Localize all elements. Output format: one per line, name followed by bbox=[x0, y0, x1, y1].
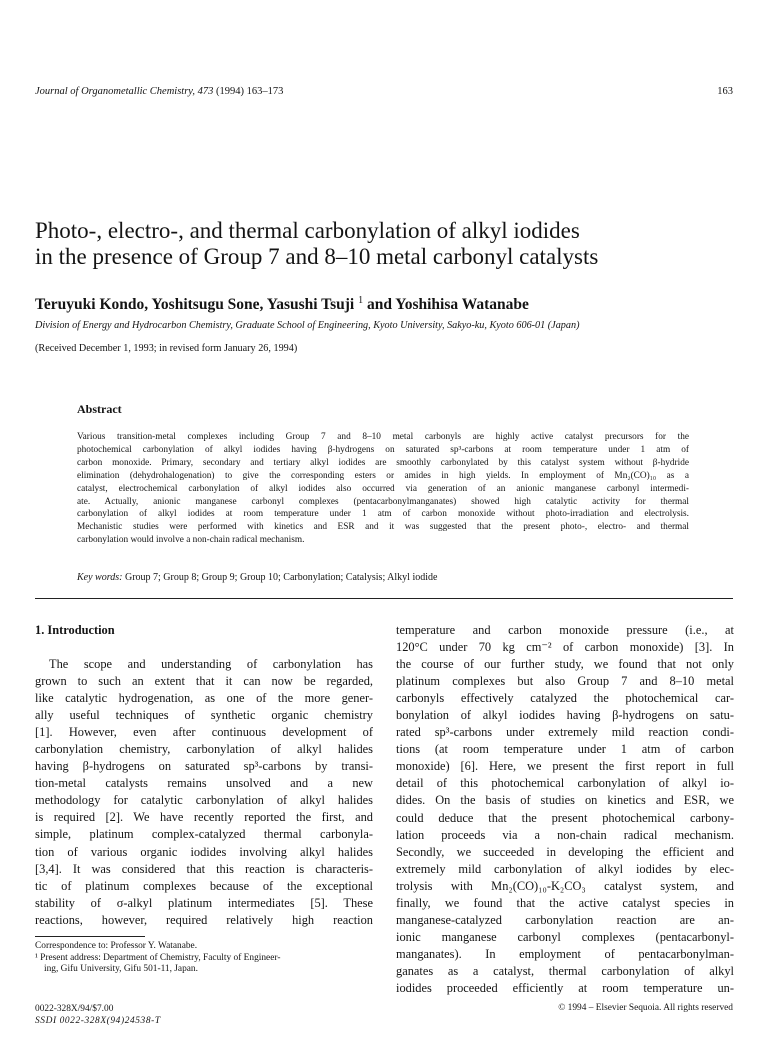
keywords-list: Group 7; Group 8; Group 9; Group 10; Carbonylation; Catalysis; Alkyl iodide bbox=[124, 572, 438, 583]
text-line: lation proceeds via a non-chain radical mechanism. bbox=[396, 827, 734, 842]
journal-volume: 473 bbox=[197, 86, 214, 97]
article-codes bbox=[35, 1003, 161, 1027]
author-names: Teruyuki Kondo, Yoshitsugu Sone, Yasushi Tsuji bbox=[35, 296, 355, 314]
text-line: is required [2]. We have recently reported the first, and bbox=[35, 810, 373, 825]
text-line: rated sp³-carbons under extremely mild reaction condi- bbox=[396, 725, 734, 740]
present-address-note-cont: ing, Gifu University, Gifu 501-11, Japan. bbox=[44, 964, 198, 975]
text-line: ally useful techniques of synthetic organic chemistry bbox=[35, 708, 373, 723]
correspondence-note: Correspondence to: Professor Y. Watanabe. bbox=[35, 941, 198, 951]
text-line: monoxide) [6]. Here, we present the first report in full bbox=[396, 759, 734, 774]
text-line: ionic manganese carbonyl complexes (pentacarbonyl- bbox=[396, 929, 734, 944]
author-list bbox=[35, 295, 529, 314]
abstract-line: Mechanistic studies were performed with kinetics and ESR and it was suggested that the present photo-, electro- and thermal bbox=[77, 522, 689, 533]
text-line: the course of our further study, we found that not only bbox=[396, 657, 734, 672]
price-code: 0022-328X/94/$7.00 bbox=[35, 1004, 114, 1014]
text-line: iodides proceeded efficiently at room temperature un- bbox=[396, 980, 734, 995]
text-line: grown to such an extent that it can now be regarded, bbox=[35, 674, 373, 689]
heading-spacer bbox=[35, 639, 373, 656]
abstract-line: carbonylation of alkyl iodides at room temperature under 1 atm of carbon monoxide without photo-irradiation and electrolysis. bbox=[77, 509, 689, 520]
present-address-text: Present address: Department of Chemistry, Faculty of Engineer- bbox=[37, 952, 281, 963]
text-line: [1]. However, even after continuous development of bbox=[35, 725, 373, 740]
section-heading: 1. Introduction bbox=[35, 623, 115, 637]
text-line: dides. On the basis of studies on kinetics and ESR, we bbox=[396, 793, 734, 808]
text-line: having β-hydrogens on saturated sp³-carbons by transi- bbox=[35, 759, 373, 774]
left-column bbox=[35, 622, 373, 929]
text-line: like catalytic hydrogenation, as one of the more gener- bbox=[35, 691, 373, 706]
page-number: 163 bbox=[717, 86, 733, 97]
keywords bbox=[77, 572, 437, 583]
text-line: could deduce that the present photochemical carbony- bbox=[396, 810, 734, 825]
text-line: tic of platinum complexes because of the exceptional bbox=[35, 878, 373, 893]
text-line: stability of σ-alkyl platinum intermediates [5]. These bbox=[35, 895, 373, 910]
text-line: trolysis with Mn₂(CO)₁₀-K₂CO₃ catalyst system, and bbox=[396, 878, 734, 893]
footnote-divider bbox=[35, 936, 145, 937]
text-line: tion-metal catalysts remains unsolved and a new bbox=[35, 776, 373, 791]
journal-citation bbox=[35, 86, 283, 97]
present-address-note bbox=[35, 953, 380, 965]
keywords-label: Key words: bbox=[77, 572, 123, 583]
text-line: extremely mild carbonylation of alkyl iodides by elec- bbox=[396, 861, 734, 876]
text-line: bonylation of alkyl iodides having β-hydrogens on satu- bbox=[396, 708, 734, 723]
right-column bbox=[396, 622, 734, 997]
text-line: [3,4]. It was considered that this reaction is characteris- bbox=[35, 861, 373, 876]
author-names-last: and Yoshihisa Watanabe bbox=[366, 296, 529, 314]
abstract-body bbox=[77, 431, 689, 547]
journal-name: Journal of Organometallic Chemistry, bbox=[35, 86, 196, 97]
abstract-line: catalyst, electrochemical carbonylation of alkyl iodides also occurred via generation of an anionic manganese carbonyl intermedi- bbox=[77, 483, 689, 494]
running-head bbox=[35, 86, 733, 100]
text-line: tions (at room temperature under 1 atm of carbon bbox=[396, 742, 734, 757]
abstract-line: carbonylation would involve a non-chain radical mechanism. bbox=[77, 535, 305, 546]
text-line: tion of various organic iodides involving alkyl halides bbox=[35, 844, 373, 859]
title-line: in the presence of Group 7 and 8–10 metal carbonyl catalysts bbox=[35, 244, 599, 269]
text-line: Secondly, we succeeded in developing the efficient and bbox=[396, 844, 734, 859]
text-line: The scope and understanding of carbonylation has bbox=[49, 657, 373, 671]
text-line: simple, platinum complex-catalyzed thermal carbonyla- bbox=[35, 827, 373, 842]
text-line: platinum complexes but also Group 7 and 8–10 metal bbox=[396, 674, 734, 689]
text-line: 120°C under 70 kg cm⁻² of carbon monoxide) [3]. In bbox=[396, 640, 734, 655]
footnotes bbox=[35, 941, 380, 976]
text-line: detail of this photochemical carbonylation of alkyl io- bbox=[396, 776, 734, 791]
abstract-heading: Abstract bbox=[77, 402, 122, 416]
ssdi-code: SSDI 0022-328X(94)24538-T bbox=[35, 1016, 161, 1026]
text-line: reactions, however, required relatively high reaction bbox=[35, 912, 373, 927]
text-line: finally, we found that the active catalyst species in bbox=[396, 895, 734, 910]
text-line: methodology for catalytic carbonylation of alkyl halides bbox=[35, 793, 373, 808]
abstract-line: carbon monoxide. Primary, secondary and tertiary alkyl iodides are smoothly carbonylated by this catalyst system without β-hydride bbox=[77, 457, 689, 468]
text-line: manganates). In employment of pentacarbonylman- bbox=[396, 946, 734, 961]
author-footnote-mark: 1 bbox=[358, 295, 364, 306]
abstract-line: ate. Actually, anionic manganese carbonyl complexes (pentacarbonylmanganates) showed high catalytic activity for thermal bbox=[77, 496, 689, 507]
title-line: Photo-, electro-, and thermal carbonylation of alkyl iodides bbox=[35, 218, 580, 243]
abstract-line: photochemical carbonylation of alkyl iodides having β-hydrogens on saturated sp³-carbons at room temperature under 1 atm of bbox=[77, 444, 689, 455]
footnote-mark: ¹ bbox=[35, 952, 38, 963]
text-line: temperature and carbon monoxide pressure (i.e., at bbox=[396, 623, 734, 637]
journal-year-pages: (1994) 163–173 bbox=[216, 86, 284, 97]
section-divider bbox=[35, 598, 733, 599]
text-line: carbonyls effectively catalyzed the photochemical car- bbox=[396, 691, 734, 706]
copyright-notice: © 1994 – Elsevier Sequoia. All rights reserved bbox=[558, 1003, 733, 1013]
text-line: carbonylation chemistry, carbonylation of alkyl halides bbox=[35, 742, 373, 757]
affiliation: Division of Energy and Hydrocarbon Chemistry, Graduate School of Engineering, Kyoto University, Sakyo-ku, Kyoto 606-01 (Japan) bbox=[35, 320, 580, 331]
text-line: ganates as a catalyst, thermal carbonylation of alkyl bbox=[396, 963, 734, 978]
abstract-line: Various transition-metal complexes including Group 7 and 8–10 metal carbonyls are highly active catalyst precursors for the bbox=[77, 432, 689, 442]
text-line: manganese-catalyzed carbonylation reaction are an- bbox=[396, 912, 734, 927]
abstract-line: elimination (dehydrohalogenation) to give the corresponding esters or amides in high yields. In employment of Mn₂(CO)₁₀ as a bbox=[77, 470, 689, 481]
article-title bbox=[35, 218, 735, 270]
received-dates: (Received December 1, 1993; in revised form January 26, 1994) bbox=[35, 343, 298, 354]
